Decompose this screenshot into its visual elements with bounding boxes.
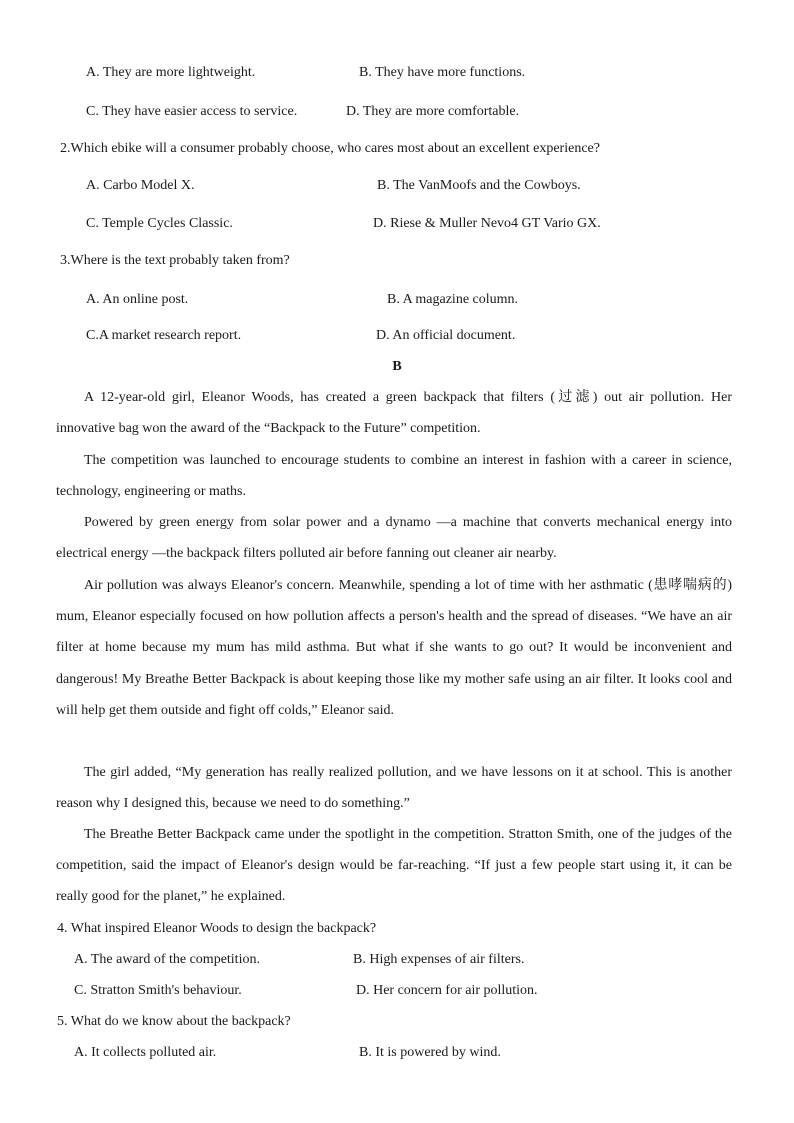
q1-options-row-1	[0, 63, 794, 83]
q2-option-b: B. The VanMoofs and the Cowboys.	[377, 178, 581, 193]
q3-option-b: B. A magazine column.	[387, 292, 519, 307]
q2-options-row-2	[0, 214, 794, 234]
q4-stem: 4. What inspired Eleanor Woods to design the backpack?	[57, 921, 377, 936]
q4-option-c: C. Stratton Smith's behaviour.	[74, 983, 242, 998]
q2-option-a: A. Carbo Model X.	[86, 178, 195, 193]
q5-stem: 5. What do we know about the backpack?	[57, 1014, 291, 1029]
q1-option-b: B. They have more functions.	[359, 65, 526, 80]
passage-paragraph-4: Air pollution was always Eleanor's concern. Meanwhile, spending a lot of time with her asthmatic (患哮喘病的) mum, Eleanor especially focused on how pollution affects a person's health and the spread of diseases. “We have an air filter at home because my mum has mild asthma. But what if she wants to go out? It would be inconvenient and dangerous! My Breathe Better Backpack is about keeping those like my mother safe using an air filter. It looks cool and will help get them outside and fight off colds,” Eleanor said.	[56, 578, 732, 718]
q2-option-c: C. Temple Cycles Classic.	[86, 216, 233, 231]
q3-options-row-2	[0, 326, 794, 346]
q2-option-d: D. Riese & Muller Nevo4 GT Vario GX.	[373, 216, 601, 231]
q1-option-c: C. They have easier access to service.	[86, 104, 298, 119]
q3-options-row-1	[0, 290, 794, 310]
q5-option-b: B. It is powered by wind.	[359, 1045, 501, 1060]
q1-option-d: D. They are more comfortable.	[346, 104, 520, 119]
passage-paragraph-6: The Breathe Better Backpack came under the spotlight in the competition. Stratton Smith, one of the judges of the competition, said the impact of Eleanor's design would be far-reaching. “If just a few people start using it, it can be really good for the planet,” he explained.	[56, 827, 732, 905]
passage-paragraph-2: The competition was launched to encourage students to combine an interest in fashion with a career in science, technology, engineering or maths.	[56, 453, 732, 500]
q4-options-row-1	[0, 950, 794, 970]
q5-options-row-1	[0, 1043, 794, 1063]
passage-paragraph-1: A 12-year-old girl, Eleanor Woods, has created a green backpack that filters (过滤) out air pollution. Her innovative bag won the award of the “Backpack to the Future” competition.	[56, 390, 732, 437]
passage-paragraph-5: The girl added, “My generation has really realized pollution, and we have lessons on it at school. This is another reason why I designed this, because we need to do something.”	[56, 765, 732, 812]
q3-option-d: D. An official document.	[376, 328, 516, 343]
q4-option-d: D. Her concern for air pollution.	[356, 983, 538, 998]
q1-option-a: A. They are more lightweight.	[86, 65, 256, 80]
q4-options-row-2	[0, 981, 794, 1001]
q2-stem: 2.Which ebike will a consumer probably choose, who cares most about an excellent experience?	[60, 141, 600, 156]
passage-paragraph-3: Powered by green energy from solar power and a dynamo —a machine that converts mechanical energy into electrical energy —the backpack filters polluted air before fanning out cleaner air nearby.	[56, 515, 732, 562]
q5-option-a: A. It collects polluted air.	[74, 1045, 217, 1060]
q1-options-row-2	[0, 102, 794, 122]
section-b-heading: B	[392, 359, 402, 374]
q4-option-a: A. The award of the competition.	[74, 952, 260, 967]
q4-option-b: B. High expenses of air filters.	[353, 952, 525, 967]
q3-option-a: A. An online post.	[86, 292, 189, 307]
q3-option-c: C.A market research report.	[86, 328, 242, 343]
q3-stem: 3.Where is the text probably taken from?	[60, 253, 290, 268]
q2-options-row-1	[0, 176, 794, 196]
